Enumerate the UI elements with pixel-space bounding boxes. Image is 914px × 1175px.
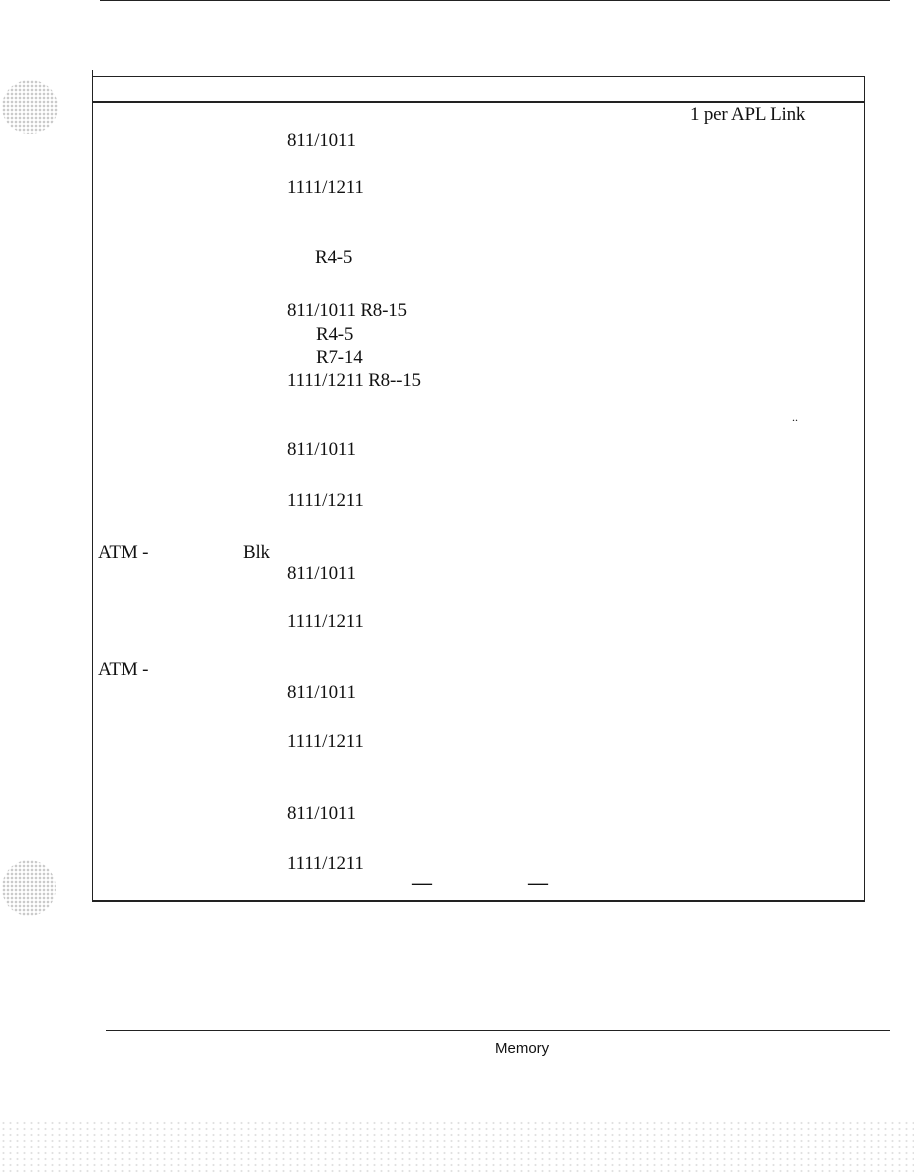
header-note: 1 per APL Link — [690, 104, 806, 125]
dash-mark: — — [528, 872, 548, 894]
table-cell-model: 1111/1211 R8--15 — [287, 370, 421, 391]
table-cell-model: 811/1011 R8-15 — [287, 300, 407, 321]
scan-speckle-bottom — [2, 860, 56, 916]
table-cell-model: 1111/1211 — [287, 490, 364, 511]
scan-noise-strip — [0, 1120, 914, 1175]
top-rule — [100, 0, 890, 1]
row-label-blk: Blk — [243, 542, 270, 563]
table-top-border — [92, 76, 865, 77]
table-bottom-border — [92, 900, 865, 902]
table-cell-model: 811/1011 — [287, 563, 356, 584]
table-cell-release: R4-5 — [315, 247, 353, 268]
table-header-rule — [92, 101, 865, 103]
dash-mark: — — [412, 872, 432, 894]
table-left-border — [92, 70, 93, 902]
table-cell-model: 1111/1211 — [287, 731, 364, 752]
table-cell-model: 811/1011 — [287, 439, 356, 460]
table-cell-model: 1111/1211 — [287, 853, 364, 874]
stray-dots: .. — [792, 410, 798, 424]
table-cell-model: 1111/1211 — [287, 177, 364, 198]
table-cell-model: 1111/1211 — [287, 611, 364, 632]
row-label-atm: ATM - — [98, 659, 149, 680]
table-cell-release: R4-5 — [316, 324, 354, 345]
footer-label: Memory — [495, 1040, 550, 1057]
table-cell-model: 811/1011 — [287, 803, 356, 824]
table-right-border — [864, 76, 865, 902]
table-cell-release: R7-14 — [316, 347, 363, 368]
table-cell-model: 811/1011 — [287, 682, 356, 703]
scan-speckle-top — [2, 80, 58, 134]
table-cell-model: 811/1011 — [287, 130, 356, 151]
row-label-atm: ATM - — [98, 542, 149, 563]
footer-rule — [106, 1030, 890, 1031]
